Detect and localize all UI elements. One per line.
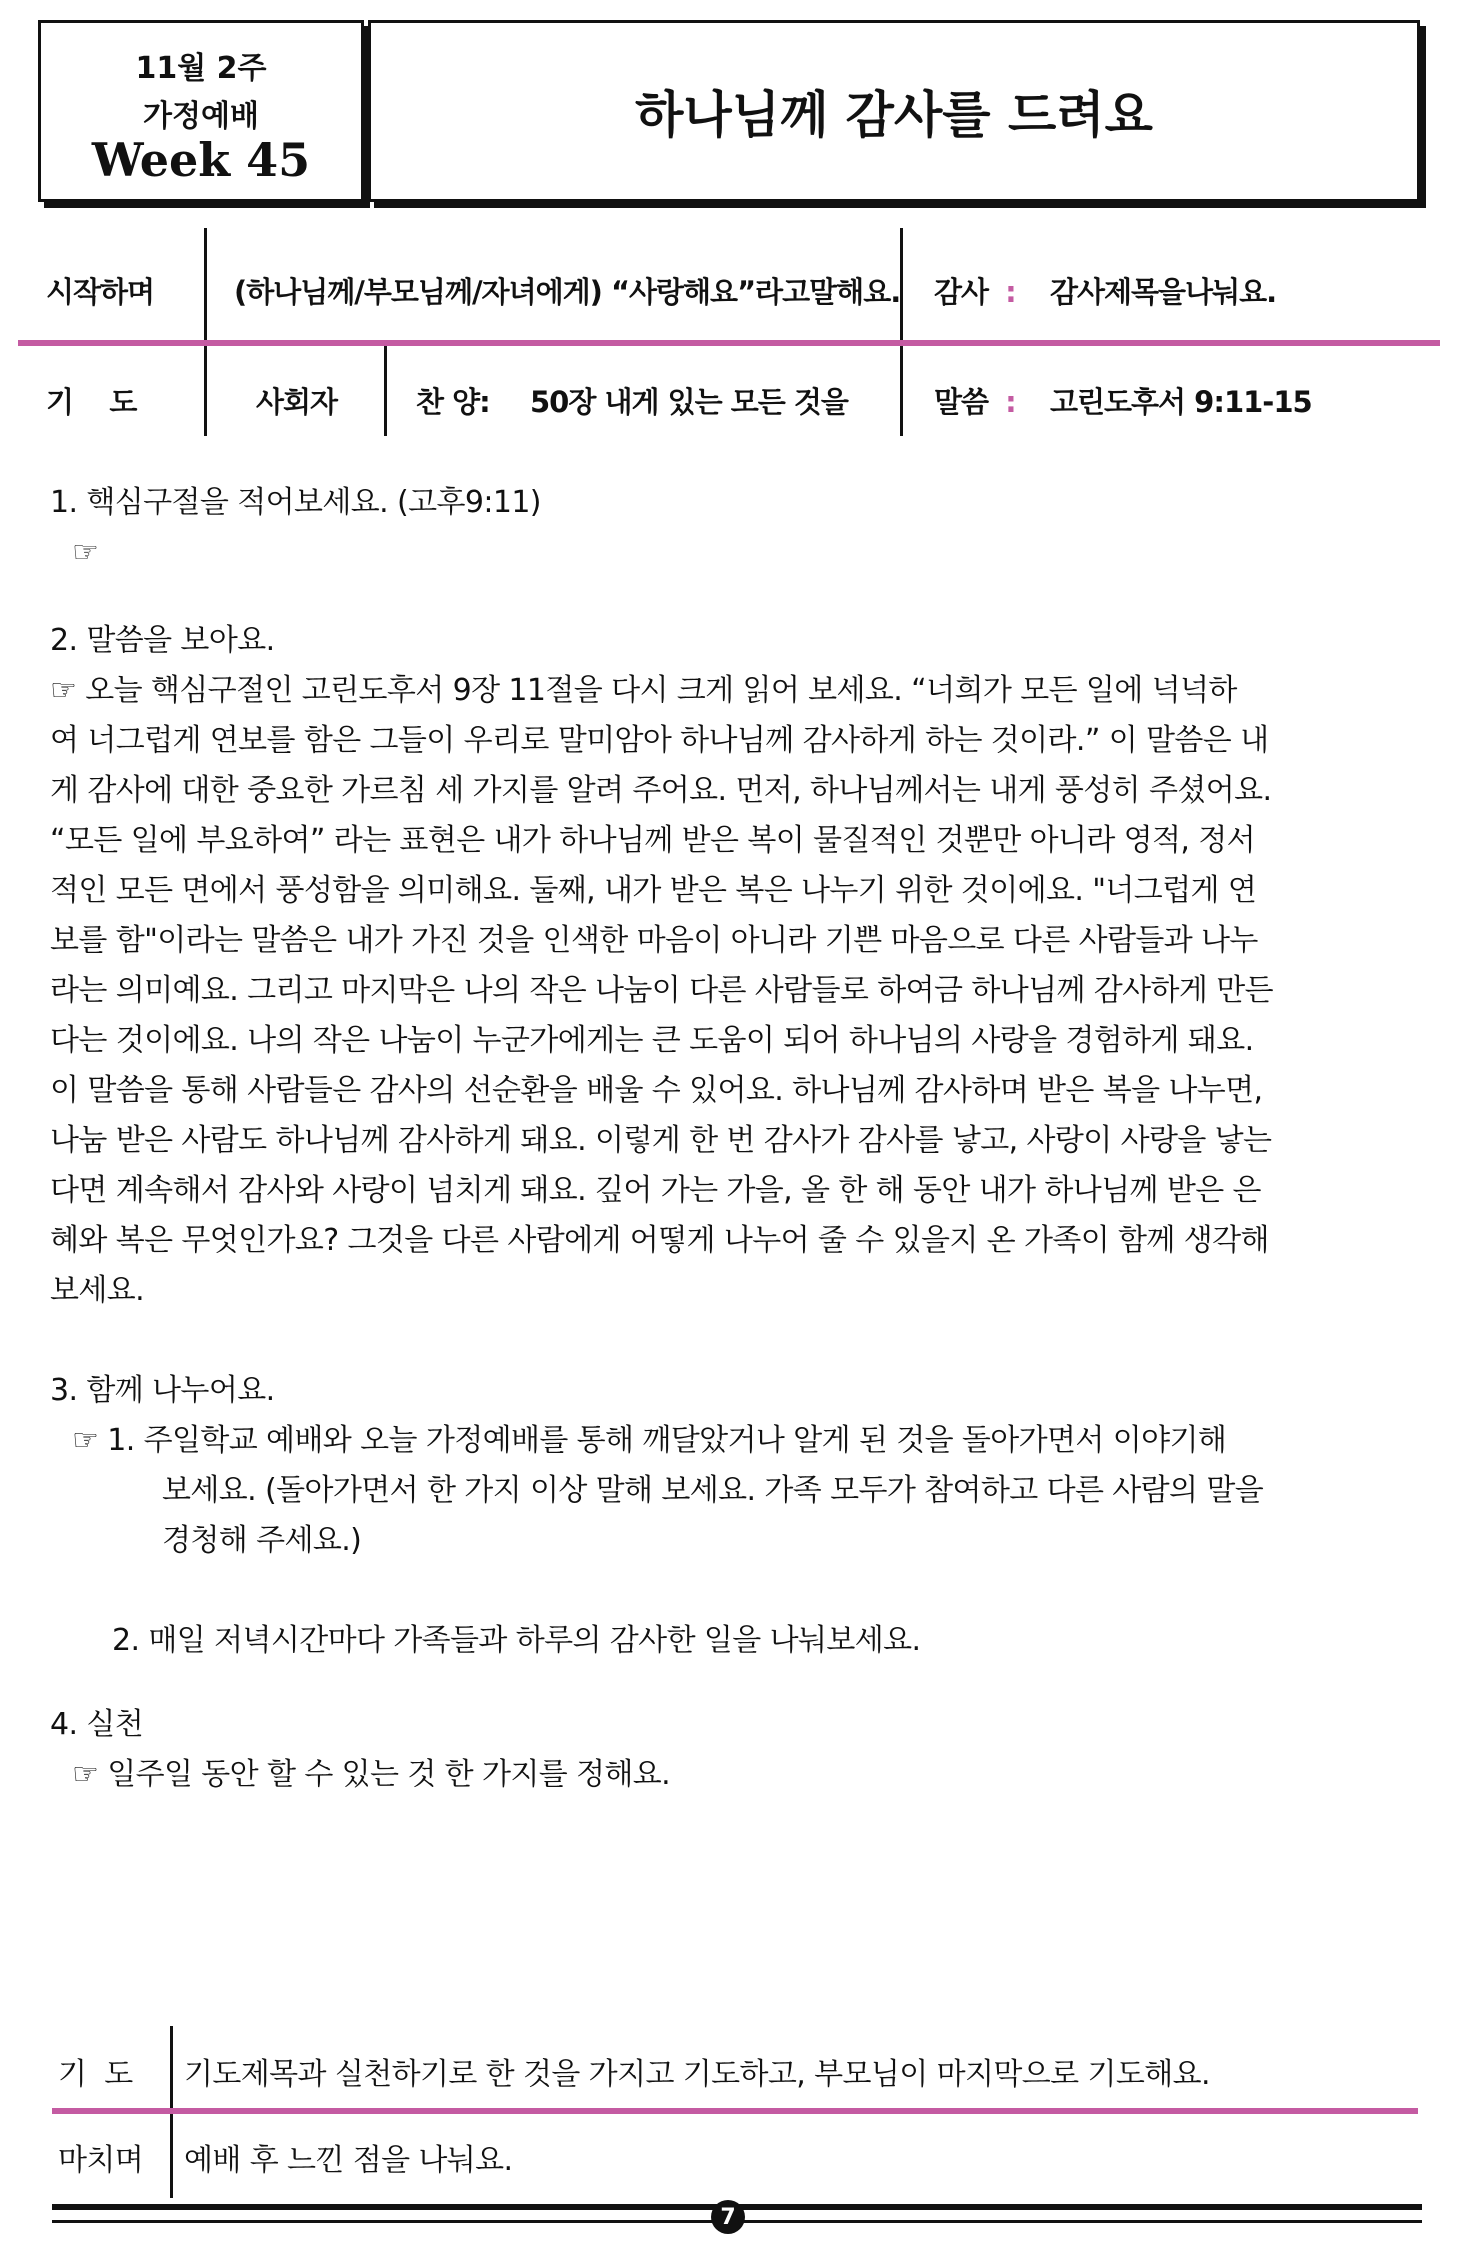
body-line: 적인 모든 면에서 풍성함을 의미해요. 둘째, 내가 받은 복은 나누기 위한 것이에요. "너그럽게 연 <box>50 873 1257 908</box>
body-line: 다는 것이에요. 나의 작은 나눔이 누군가에게는 큰 도움이 되어 하나님의 사랑을 경험하게 돼요. <box>50 1023 1254 1058</box>
body-line: 라는 의미예요. 그리고 마지막은 나의 작은 나눔이 다른 사람들로 하여금 하나님께 감사하게 만든 <box>50 973 1273 1008</box>
body-line: 보를 함"이라는 말씀은 내가 가진 것을 인색한 마음이 아니라 기쁜 마음으로 다른 사람들과 나누 <box>50 923 1258 958</box>
word-separator: : <box>1005 385 1016 419</box>
leader-label: 사회자 <box>256 385 338 419</box>
body-line: 이 말씀을 통해 사람들은 감사의 선순환을 배울 수 있어요. 하나님께 감사하며 받은 복을 나누면, <box>50 1073 1263 1108</box>
closing-prayer-label: 기 도 <box>58 2057 133 2092</box>
body-line: 다면 계속해서 감사와 사랑이 넘치게 돼요. 깊어 가는 가을, 올 한 해 동안 내가 하나님께 받은 은 <box>50 1173 1261 1208</box>
share-item-1: ☞ 1. 주일학교 예배와 오늘 가정예배를 통해 깨달았거나 알게 된 것을 돌아가면서 이야기해 <box>72 1423 1227 1458</box>
table-divider <box>170 2026 173 2110</box>
thanks-label <box>934 270 1016 311</box>
body-line: “모든 일에 부요하여” 라는 표현은 내가 하나님께 받은 복이 물질적인 것뿐만 아니라 영적, 정서 <box>50 823 1256 858</box>
body-line: 나눔 받은 사람도 하나님께 감사하게 돼요. 이렇게 한 번 감사가 감사를 낳고, 사랑이 사랑을 낳는 <box>50 1123 1272 1158</box>
table-divider <box>900 346 903 436</box>
section1-heading: 1. 핵심구절을 적어보세요. (고후9:11) <box>50 485 541 520</box>
body-line: 여 너그럽게 연보를 함은 그들이 우리로 말미암아 하나님께 감사하게 하는 것이라.” 이 말씀은 내 <box>50 723 1269 758</box>
title-box <box>368 20 1420 202</box>
hymn-label: 찬 양: <box>416 385 490 419</box>
hymn-title: 50장 내게 있는 모든 것을 <box>530 385 848 419</box>
thanks-text: 감사제목을나눠요. <box>1050 275 1277 309</box>
table-separator <box>18 340 1440 346</box>
page-title: 하나님께 감사를 드려요 <box>635 86 1153 144</box>
table-divider <box>204 228 207 340</box>
closing-text: 예배 후 느낀 점을 나눠요. <box>184 2143 513 2178</box>
body-line: 혜와 복은 무엇인가요? 그것을 다른 사람에게 어떻게 나누어 줄 수 있을지 온 가족이 함께 생각해 <box>50 1223 1269 1258</box>
page-number: 7 <box>711 2200 745 2234</box>
table-divider <box>384 346 387 436</box>
section4-heading: 4. 실천 <box>50 1707 144 1742</box>
opening-label: 시작하며 <box>46 275 155 309</box>
pointing-hand-icon: ☞ <box>72 535 99 570</box>
body-line: ☞ 오늘 핵심구절인 고린도후서 9장 11절을 다시 크게 읽어 보세요. “너희가 모든 일에 넉넉하 <box>50 673 1237 708</box>
table-divider <box>900 228 903 340</box>
thanks-separator: : <box>1005 275 1016 309</box>
word-label <box>934 380 1016 421</box>
share-item-1-cont: 보세요. (돌아가면서 한 가지 이상 말해 보세요. 가족 모두가 참여하고 다른 사람의 말을 <box>162 1473 1264 1508</box>
section2-heading: 2. 말씀을 보아요. <box>50 623 275 658</box>
body-line: 게 감사에 대한 중요한 가르침 세 가지를 알려 주어요. 먼저, 하나님께서는 내게 풍성히 주셨어요. <box>50 773 1272 808</box>
practice-line: ☞ 일주일 동안 할 수 있는 것 한 가지를 정해요. <box>72 1757 671 1792</box>
service-type: 가정예배 <box>143 99 259 134</box>
scripture-reference: 고린도후서 9:11-15 <box>1050 385 1312 419</box>
word-label-text: 말씀 <box>934 385 989 419</box>
table-divider <box>170 2114 173 2198</box>
closing-label: 마치며 <box>58 2143 144 2178</box>
table-divider <box>204 346 207 436</box>
body-line: 보세요. <box>50 1273 145 1308</box>
opening-text: (하나님께/부모님께/자녀에게) “사랑해요”라고말해요. <box>234 275 901 309</box>
week-date: 11월 2주 <box>135 51 267 86</box>
week-info-box <box>38 20 364 202</box>
closing-prayer-text: 기도제목과 실천하기로 한 것을 가지고 기도하고, 부모님이 마지막으로 기도해요. <box>184 2057 1210 2092</box>
week-number: Week 45 <box>91 133 311 187</box>
prayer-label: 기 도 <box>46 385 137 419</box>
share-item-2: 2. 매일 저녁시간마다 가족들과 하루의 감사한 일을 나눠보세요. <box>112 1623 921 1658</box>
section3-heading: 3. 함께 나누어요. <box>50 1373 275 1408</box>
thanks-label-text: 감사 <box>934 275 989 309</box>
share-item-1-cont: 경청해 주세요.) <box>162 1523 362 1558</box>
table-separator <box>52 2108 1418 2114</box>
